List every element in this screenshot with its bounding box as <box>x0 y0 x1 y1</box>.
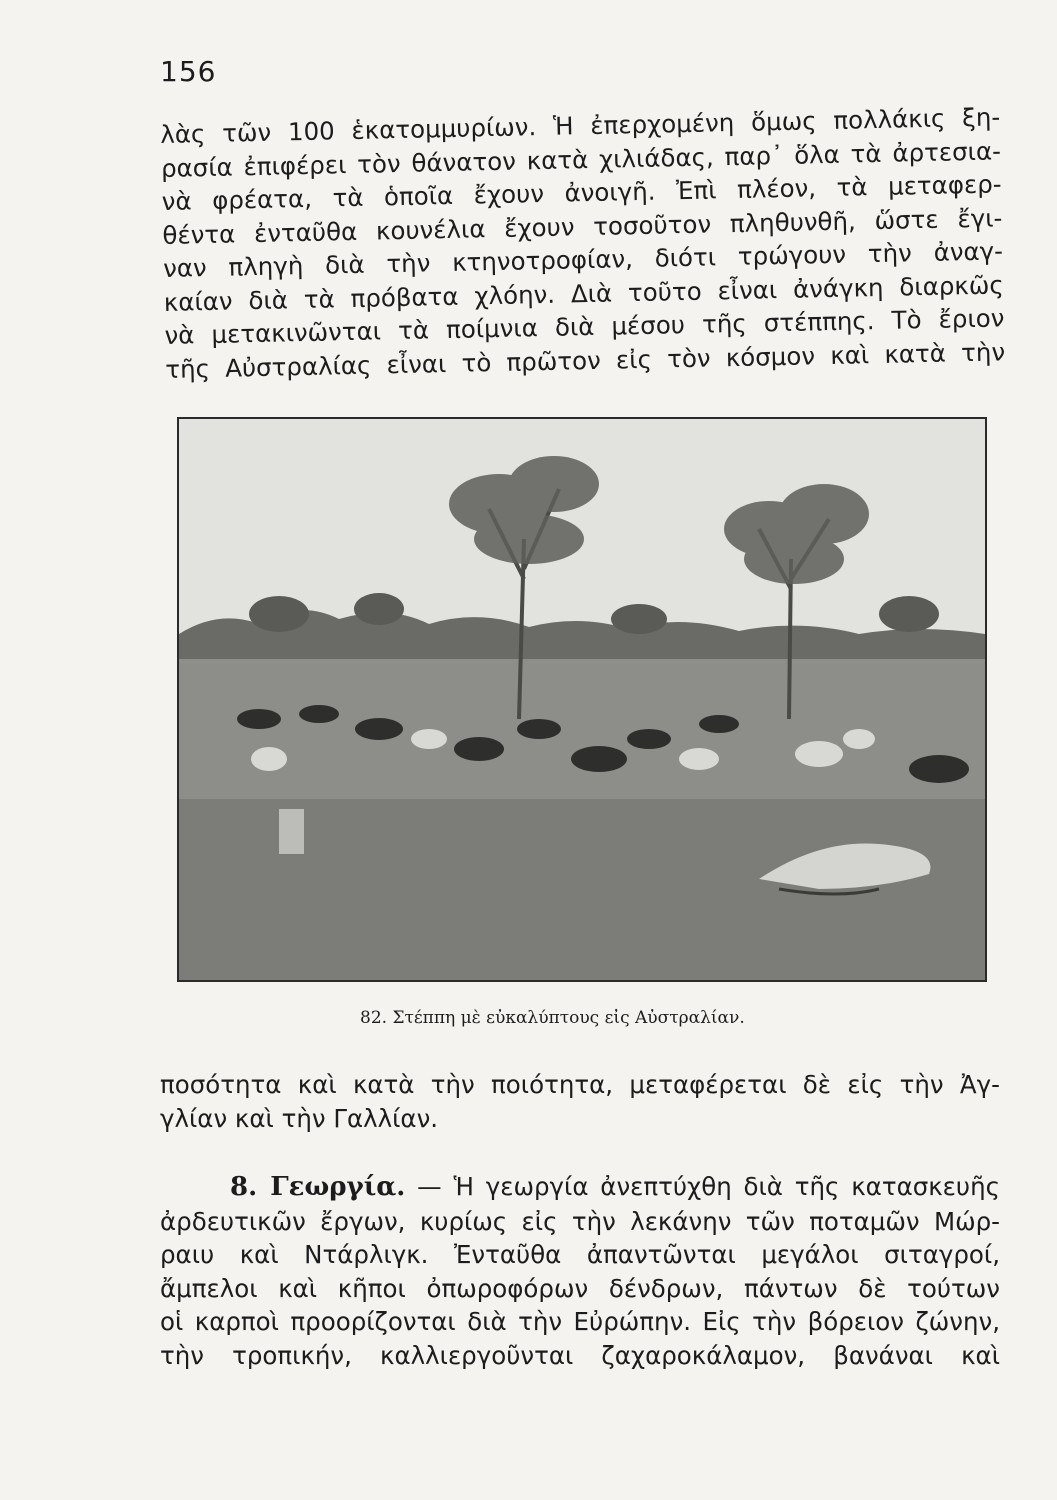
text-line: τῆς Αὐστραλίας εἶναι τὸ πρῶτον εἰς τὸν κόσμον καὶ κατὰ τὴν <box>164 336 1006 384</box>
paragraph-mid <box>160 1068 1000 1135</box>
section-heading: 8. Γεωργία. <box>230 1172 406 1202</box>
text-line: γλίαν καὶ τὴν Γαλλίαν. <box>160 1103 439 1133</box>
text-line: νὰ φρέατα, τὰ ὁποῖα ἔχουν ἀνοιγῆ. Ἐπὶ πλέον, τὰ μεταφερ- <box>161 169 1002 216</box>
text-line: ναν πληγὴ διὰ τὴν κτηνοτροφίαν, διότι τρώγουν τὴν ἀναγ- <box>162 236 1004 283</box>
figure-caption: 82. Στέππη μὲ εὐκαλύπτους εἰς Αὐστραλίαν. <box>360 1008 745 1028</box>
paragraph-bottom <box>160 1170 1000 1372</box>
text-line: ρασία ἐπιφέρει τὸν θάνατον κατὰ χιλιάδας, παρ᾽ ὅλα τὰ ἀρτεσια- <box>160 135 1002 183</box>
heading-continuation: — Ἡ γεωργία ἀνεπτύχθη διὰ τῆς κατασκευῆς <box>405 1172 1001 1201</box>
text-line: καίαν διὰ τὰ πρόβατα χλόην. Διὰ τοῦτο εἶναι ἀνάγκη διαρκῶς <box>163 269 1004 317</box>
photo-illustration <box>179 419 985 980</box>
page-number: 156 <box>160 55 217 88</box>
text-line: ἄμπελοι καὶ κῆποι ὀπωροφόρων δένδρων, πάντων δὲ τούτων <box>160 1273 1000 1303</box>
text-line: τὴν τροπικήν, καλλιεργοῦνται ζαχαροκάλαμον, βανάναι καὶ <box>160 1340 1000 1370</box>
text-line: ἀρδευτικῶν ἔργων, κυρίως εἰς τὴν λεκάνην τῶν ποταμῶν Μώρ- <box>160 1206 1000 1236</box>
paragraph-top <box>160 100 1005 386</box>
text-line: οἱ καρποὶ προορίζονται διὰ τὴν Εὐρώπην. Εἰς τὴν βόρειον ζώνην, <box>160 1307 1000 1336</box>
text-line: ραιυ καὶ Ντάρλιγκ. Ἐνταῦθα ἀπαντῶνται μεγάλοι σιταγροί, <box>160 1240 1000 1269</box>
text-line-with-heading <box>160 1170 1000 1205</box>
text-line: θέντα ἐνταῦθα κουνέλια ἔχουν τοσοῦτον πληθυνθῆ, ὥστε ἔγι- <box>162 202 1003 250</box>
text-line: νὰ μετακινῶνται τὰ ποίμνια διὰ μέσου τῆς στέππης. Τὸ ἔριον <box>164 303 1005 350</box>
text-line: ποσότητα καὶ κατὰ τὴν ποιότητα, μεταφέρεται δὲ εἰς τὴν Ἀγ- <box>160 1070 1000 1099</box>
text-line: λὰς τῶν 100 ἑκατομμυρίων. Ἡ ἐπερχομένη ὅμως πολλάκις ξη- <box>160 102 1001 149</box>
steppe-photograph <box>177 417 987 982</box>
